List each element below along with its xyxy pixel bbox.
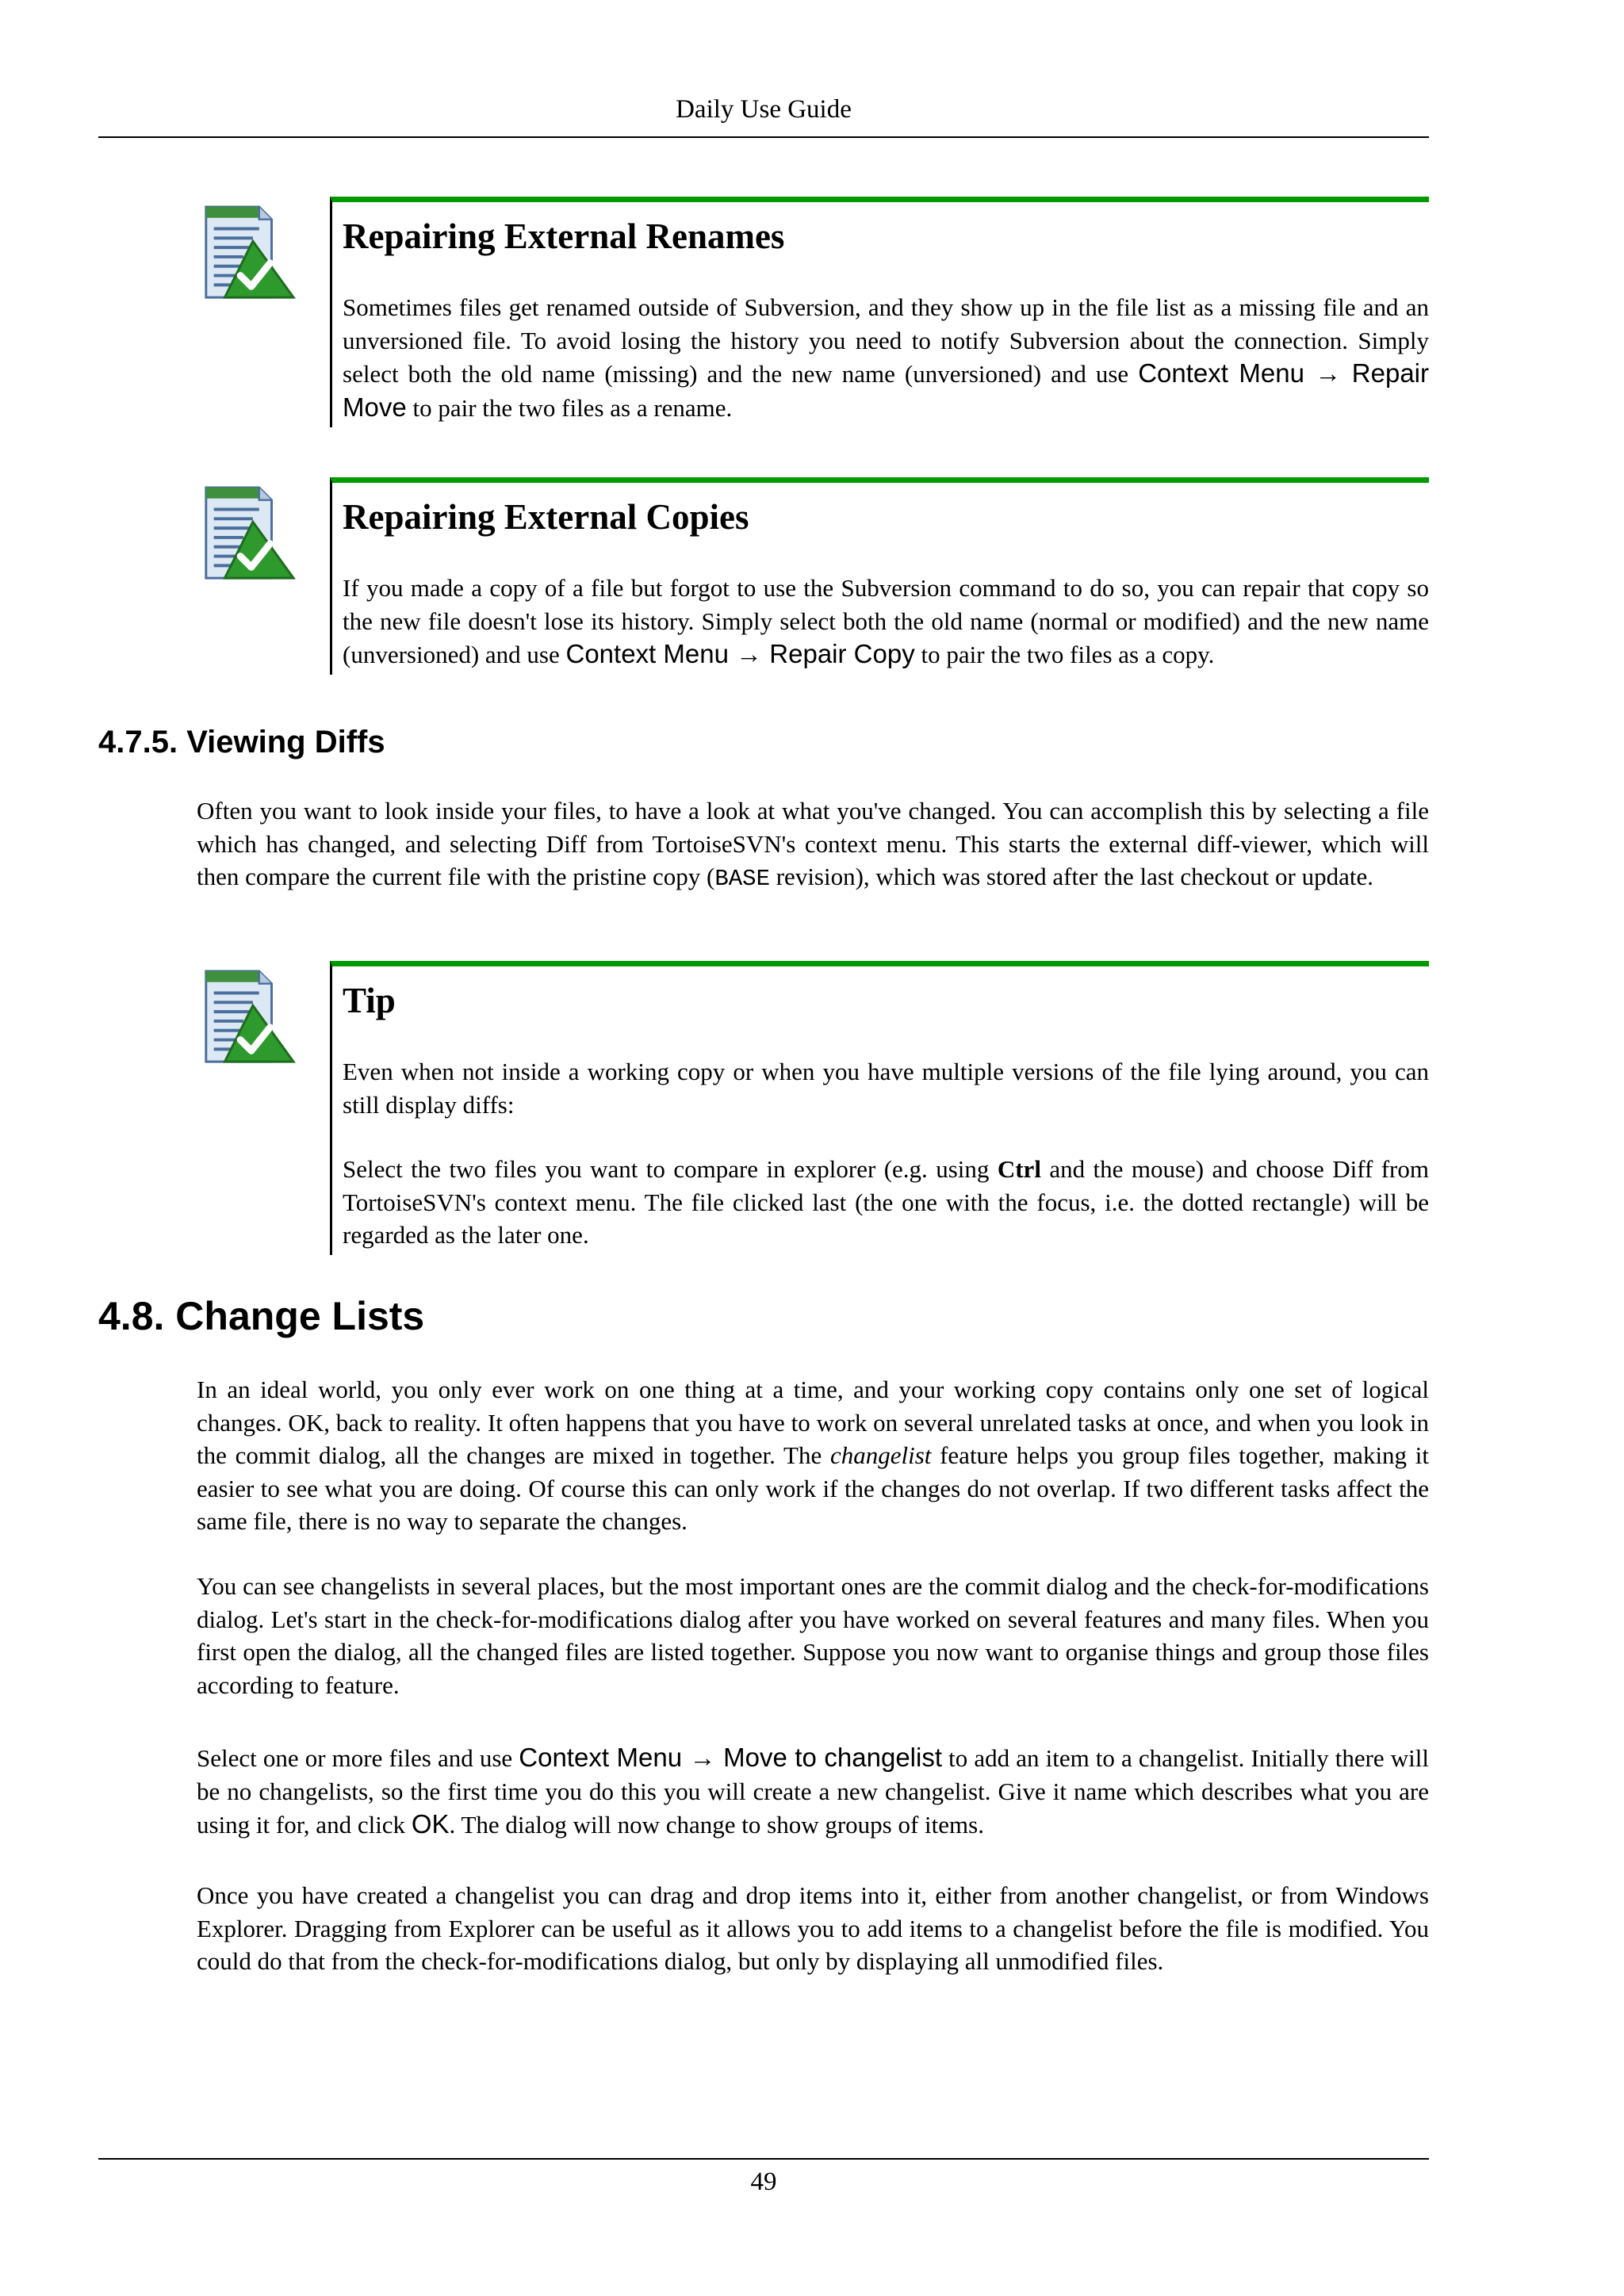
note-title: Repairing External Copies	[343, 497, 749, 537]
paragraph-text: Select one or more files and use	[197, 1744, 519, 1772]
section-heading-change-lists: 4.8. Change Lists	[98, 1294, 425, 1338]
menu-path: Context Menu → Repair Move	[343, 358, 1429, 422]
menu-path: Context Menu → Repair Copy	[565, 639, 915, 668]
running-header: Daily Use Guide	[676, 95, 852, 124]
note-title: Repairing External Renames	[343, 216, 785, 256]
change-lists-paragraph-3	[197, 1741, 1429, 1842]
note-body	[330, 961, 1429, 1255]
tortoisesvn-note-icon	[197, 967, 297, 1069]
paragraph-text: and the mouse) and choose Diff from TortoiseSVN's context menu. The file clicked last (the one with the focus, i.e. the dotted rectangle) will be regarded as the later one.	[343, 1155, 1429, 1249]
keyboard-key: Ctrl	[997, 1155, 1041, 1183]
paragraph-text: Select the two files you want to compare in explorer (e.g. using	[343, 1155, 998, 1183]
tip-paragraph: Even when not inside a working copy or when you have multiple versions of the file lying around, you can still display diffs:	[343, 1058, 1429, 1119]
inline-code: BASE	[714, 866, 770, 892]
paragraph-text: . The dialog will now change to show groups of items.	[449, 1811, 984, 1839]
paragraph-text: to add an item to a changelist. Initially there will be no changelists, so the first time you do this you will create a new changelist. Give it name which describes what you are using it for, and click	[197, 1744, 1429, 1839]
change-lists-paragraph-2: You can see changelists in several places, but the most important ones are the commit dialog and the check-for-modifications dialog. Let's start in the check-for-modifications dialog after you have worked on several features and many files. When you first open the dialog, all the changed files are listed together. Suppose you now want to organise things and group those files according to feature.	[197, 1572, 1429, 1699]
ok-button-label: OK	[411, 1809, 450, 1839]
paragraph-text: In an ideal world, you only ever work on one thing at a time, and your working copy contains only one set of logical changes. OK, back to reality. It often happens that you have to work on several unrelated tasks at once, and when you look in the commit dialog, all the changes are mixed in together. The	[197, 1376, 1429, 1469]
note-body	[330, 197, 1429, 427]
note-paragraph	[343, 572, 1429, 672]
section-heading-viewing-diffs: 4.7.5. Viewing Diffs	[98, 725, 385, 760]
note-body	[330, 477, 1429, 675]
emphasis: changelist	[829, 1441, 932, 1469]
paragraph-text: revision), which was stored after the last checkout or update.	[769, 863, 1373, 890]
tortoisesvn-note-icon	[197, 484, 297, 585]
note-text: to pair the two files as a rename.	[406, 393, 733, 422]
tortoisesvn-note-icon	[197, 203, 297, 304]
note-paragraph	[343, 291, 1429, 424]
change-lists-paragraph-1	[197, 1373, 1429, 1538]
note-text: Sometimes files get renamed outside of Subversion, and they show up in the file list as a missing file and an unversioned file. To avoid losing the history you need to notify Subversion about the connection. Simply select both the old name (missing) and the new name (unversioned) and use	[343, 293, 1429, 388]
footer-rule	[98, 2158, 1429, 2160]
change-lists-paragraph-4: Once you have created a changelist you can drag and drop items into it, either from another changelist, or from Windows Explorer. Dragging from Explorer can be useful as it allows you to add items to a changelist before the file is modified. You could do that from the check-for-modifications dialog, but only by displaying all unmodified files.	[197, 1881, 1429, 1975]
note-text: to pair the two files as a copy.	[914, 641, 1215, 668]
menu-path: Context Menu → Move to changelist	[519, 1743, 943, 1772]
header-rule	[98, 136, 1429, 138]
note-title: Tip	[343, 981, 396, 1020]
viewing-diffs-paragraph	[197, 794, 1429, 896]
note-text: If you made a copy of a file but forgot to use the Subversion command to do so, you can repair that copy so the new file doesn't lose its history. Simply select both the old name (normal or modified) and the new name (unversioned) and use	[343, 574, 1429, 668]
page-number: 49	[750, 2168, 777, 2196]
paragraph-text: Often you want to look inside your files, to have a look at what you've changed. You can accomplish this by selecting a file which has changed, and selecting Diff from TortoiseSVN's context menu. This starts the external diff-viewer, which will then compare the current file with the pristine copy (	[197, 797, 1429, 890]
paragraph-text: feature helps you group files together, making it easier to see what you are doing. Of course this can only work if the changes do not overlap. If two different tasks affect the same file, there is no way to separate the changes.	[197, 1441, 1429, 1535]
tip-paragraph	[343, 1153, 1429, 1252]
